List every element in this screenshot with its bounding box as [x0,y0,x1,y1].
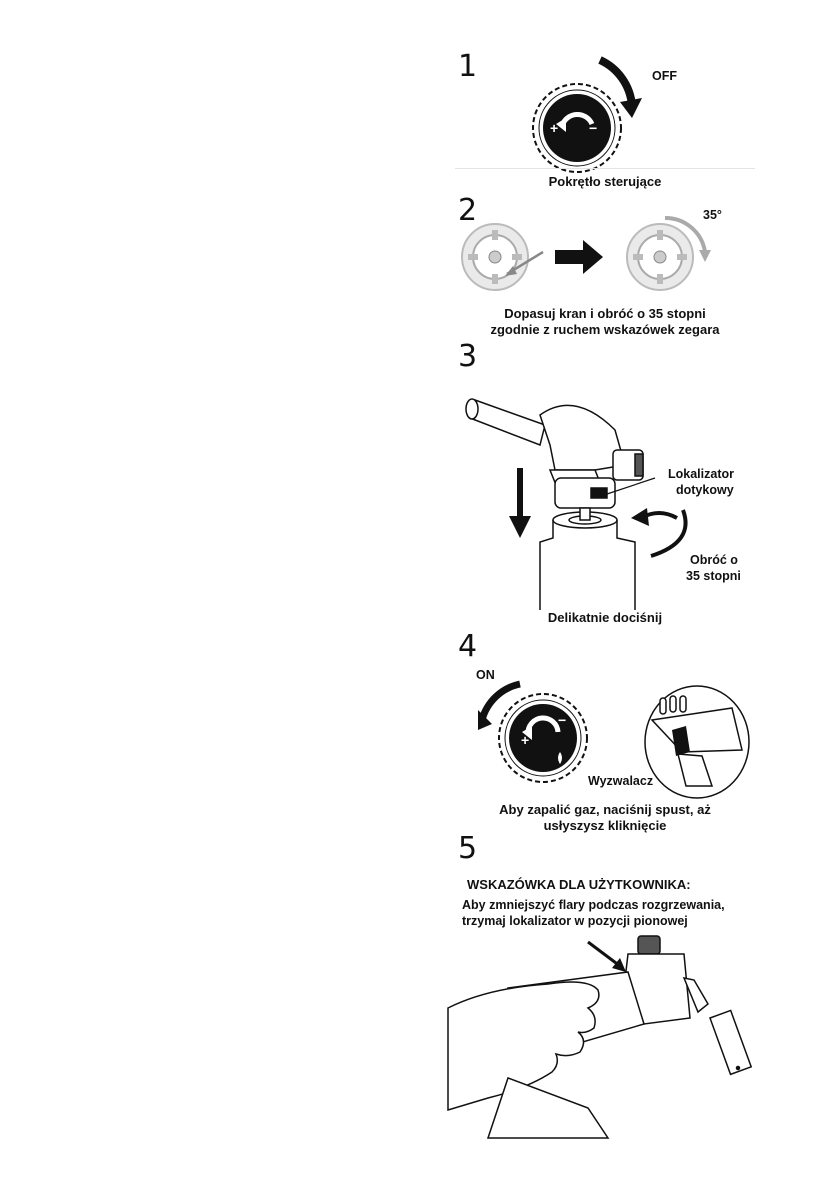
knob-plus-sign-2: + [521,732,530,748]
locator-ring [555,478,615,508]
pointer-arrow-icon [588,942,626,972]
off-label: OFF [652,69,677,83]
gas-canister [540,508,635,610]
knob-gear-outline [533,84,621,172]
knob-plus-sign: + [550,120,559,136]
step-5-number: 5 [458,831,478,866]
trigger-closeup-illustration [642,690,752,805]
torch-body [466,399,643,495]
step-1-caption: Pokrętło sterujące [548,174,662,189]
step-4-number: 4 [458,629,478,664]
step-2-caption-line-2: zgodnie z ruchem wskazówek zegara [490,322,720,337]
angle-label: 35° [703,208,722,222]
step-2-number: 2 [458,193,478,228]
hand [448,982,608,1138]
step-1-divider [455,168,755,169]
on-label: ON [476,668,495,682]
torch-nozzle [624,936,751,1074]
knob-minus-sign-2: − [558,712,567,728]
locator-label-line-1: Lokalizator [668,467,734,481]
rotate-label-line-1: Obróć o [690,553,738,567]
step-4-caption-line-2: usłyszysz kliknięcie [543,818,667,833]
valve-after-icon [627,218,711,290]
step-3-number: 3 [458,339,478,374]
step-3-caption: Delikatnie dociśnij [547,610,663,625]
trigger-label: Wyzwalacz [588,774,654,788]
user-tip-title: WSKAZÓWKA DLA UŻYTKOWNIKA: [467,877,691,892]
user-tip-line-2: trzymaj lokalizator w pozycji pionowej [462,914,688,928]
step-2-caption-line-1: Dopasuj kran i obróć o 35 stopni [504,306,706,321]
right-arrow-icon [555,240,603,274]
down-arrow-icon [509,468,531,538]
step-1-number: 1 [458,49,478,84]
control-knob-off-illustration [520,58,670,173]
step-4-caption-line-1: Aby zapalić gaz, naciśnij spust, aż [499,802,711,817]
user-tip-line-1: Aby zmniejszyć flary podczas rozgrzewania, [462,898,725,912]
rotate-arrow-icon [631,508,686,556]
valve-before-icon [462,224,543,290]
locator-label-line-2: dotykowy [676,483,734,497]
hand-holding-torch-illustration [448,928,758,1138]
valve-alignment-illustration [455,212,755,302]
knob-gear-outline-2 [499,694,587,782]
rotate-label-line-2: 35 stopni [686,569,741,583]
knob-minus-sign: − [589,120,598,136]
